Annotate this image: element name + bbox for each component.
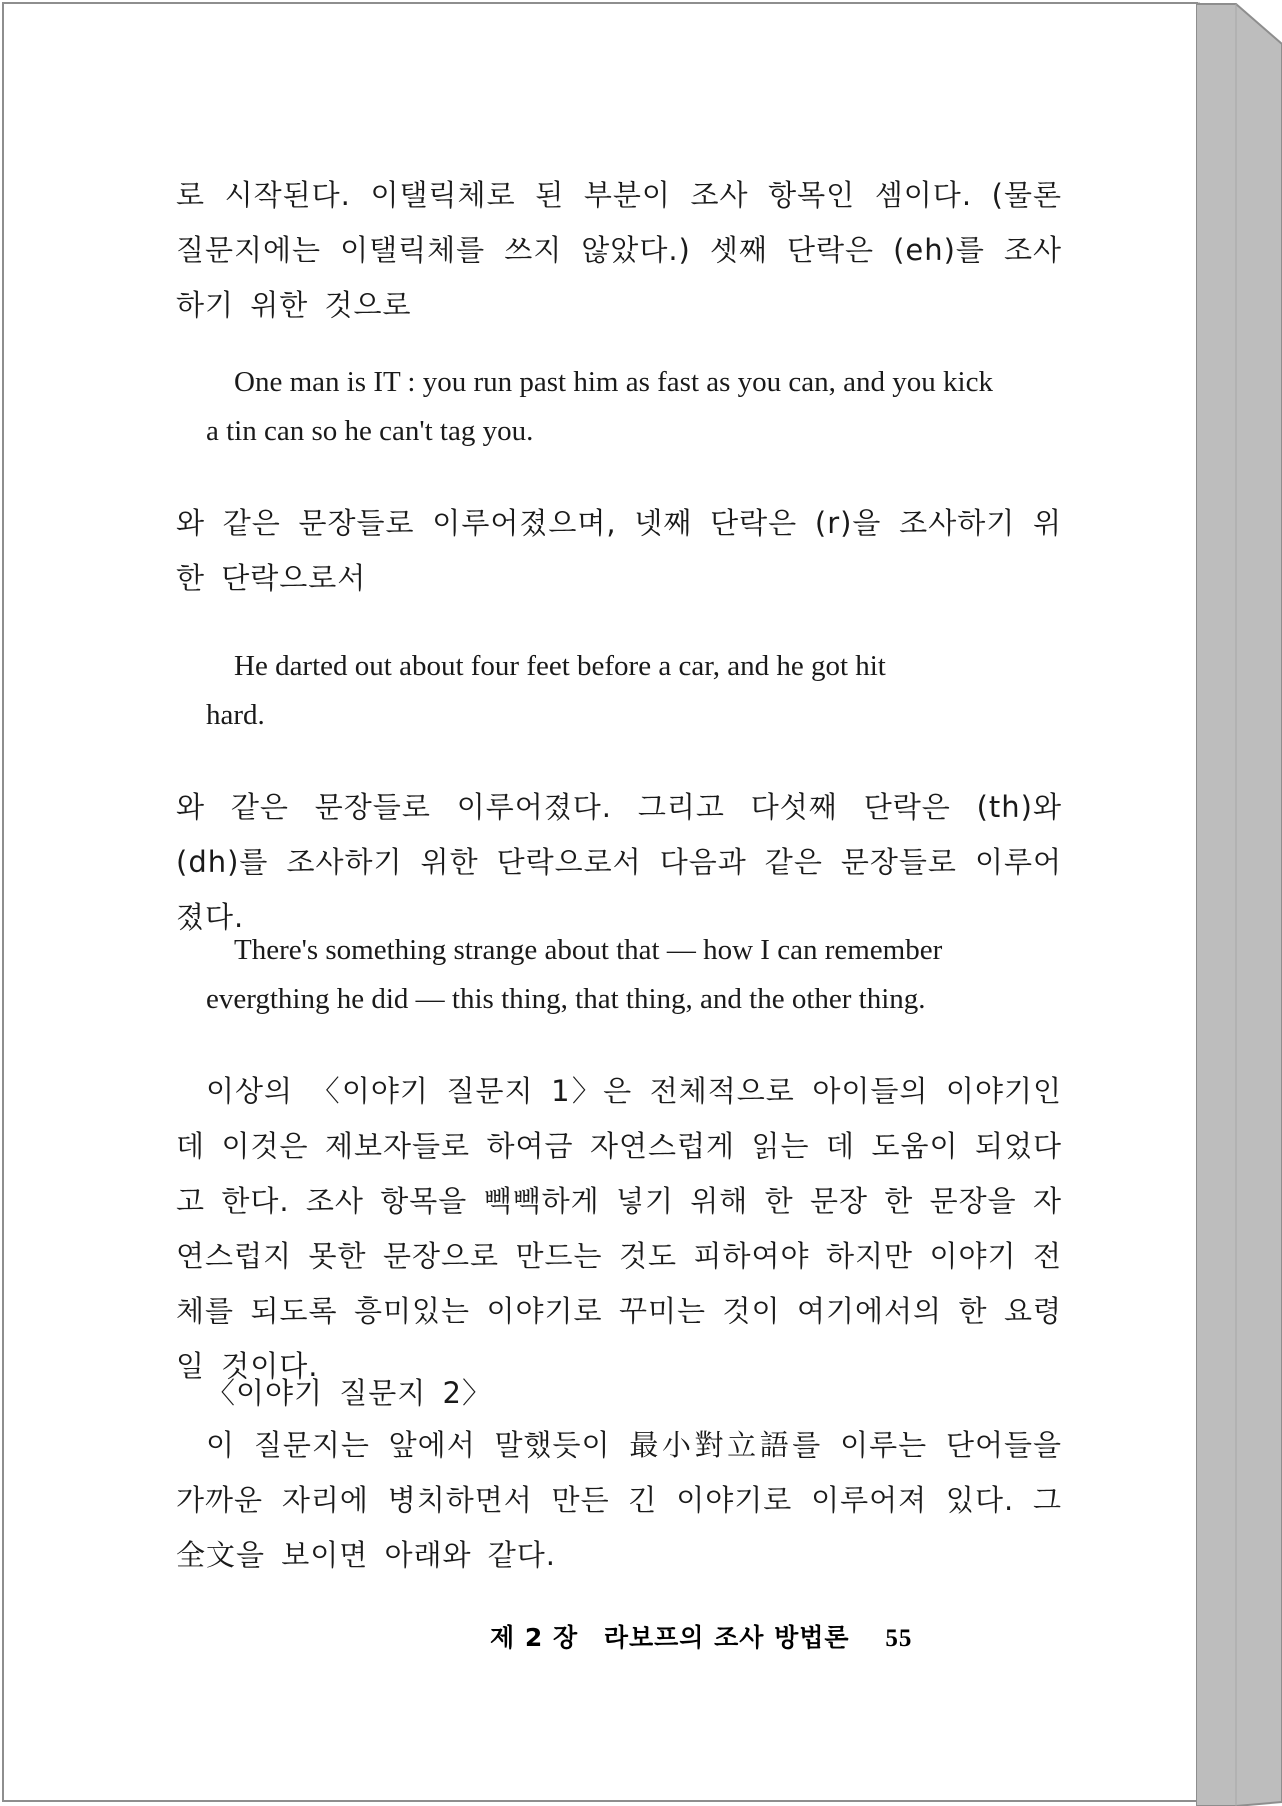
- example-2-line-1: He darted out about four feet before a car, and he got hit: [234, 650, 886, 682]
- page-number: 55: [885, 1625, 913, 1652]
- paragraph-4: 이상의 〈이야기 질문지 1〉은 전체적으로 아이들의 이야기인데 이것은 제보자들로 하여금 자연스럽게 읽는 데 도움이 되었다고 한다. 조사 항목을 빽빽하게 넣기 위해 한 문장 한 문장을 자연스럽지 못한 문장으로 만드는 것도 피하여야 하지만 이야기 전체를 되도록 흥미있는 이야기로 꾸미는 것이 여기에서의 한 요령일 것이다.: [176, 1074, 1062, 1383]
- example-1-line-2: a tin can so he can't tag you.: [206, 415, 534, 447]
- page-edge-thickness: [1196, 0, 1282, 1806]
- example-3-line-1: There's something strange about that — how I can remember: [234, 934, 943, 966]
- paragraph-2: 와 같은 문장들로 이루어졌으며, 넷째 단락은 (r)을 조사하기 위한 단락으로서: [176, 506, 1062, 595]
- page-footer: [490, 1618, 913, 1654]
- paragraph-5: 이 질문지는 앞에서 말했듯이 最小對立語를 이루는 단어들을 가까운 자리에 병치하면서 만든 긴 이야기로 이루어져 있다. 그 全文을 보이면 아래와 같다.: [176, 1428, 1062, 1572]
- chapter-title: 라보프의 조사 방법론: [603, 1623, 850, 1652]
- example-sentence-1: [206, 358, 1062, 456]
- chapter-label: 제 2 장: [490, 1623, 579, 1652]
- example-1-line-1: One man is IT : you run past him as fast as you can, and you kick: [234, 366, 993, 398]
- example-2-line-2: hard.: [206, 699, 265, 731]
- paragraph-3: 와 같은 문장들로 이루어졌다. 그리고 다섯째 단락은 (th)와 (dh)를 조사하기 위한 단락으로서 다음과 같은 문장들로 이루어졌다.: [176, 790, 1062, 934]
- example-3-line-2: evergthing he did — this thing, that thing, and the other thing.: [206, 983, 926, 1015]
- section-heading: 〈이야기 질문지 2〉: [206, 1376, 492, 1410]
- example-sentence-2: [206, 642, 1062, 740]
- example-sentence-3: [206, 926, 1062, 1024]
- paragraph-1: 로 시작된다. 이탤릭체로 된 부분이 조사 항목인 셈이다. (물론 질문지에는 이탤릭체를 쓰지 않았다.) 셋째 단락은 (eh)를 조사하기 위한 것으로: [176, 178, 1062, 322]
